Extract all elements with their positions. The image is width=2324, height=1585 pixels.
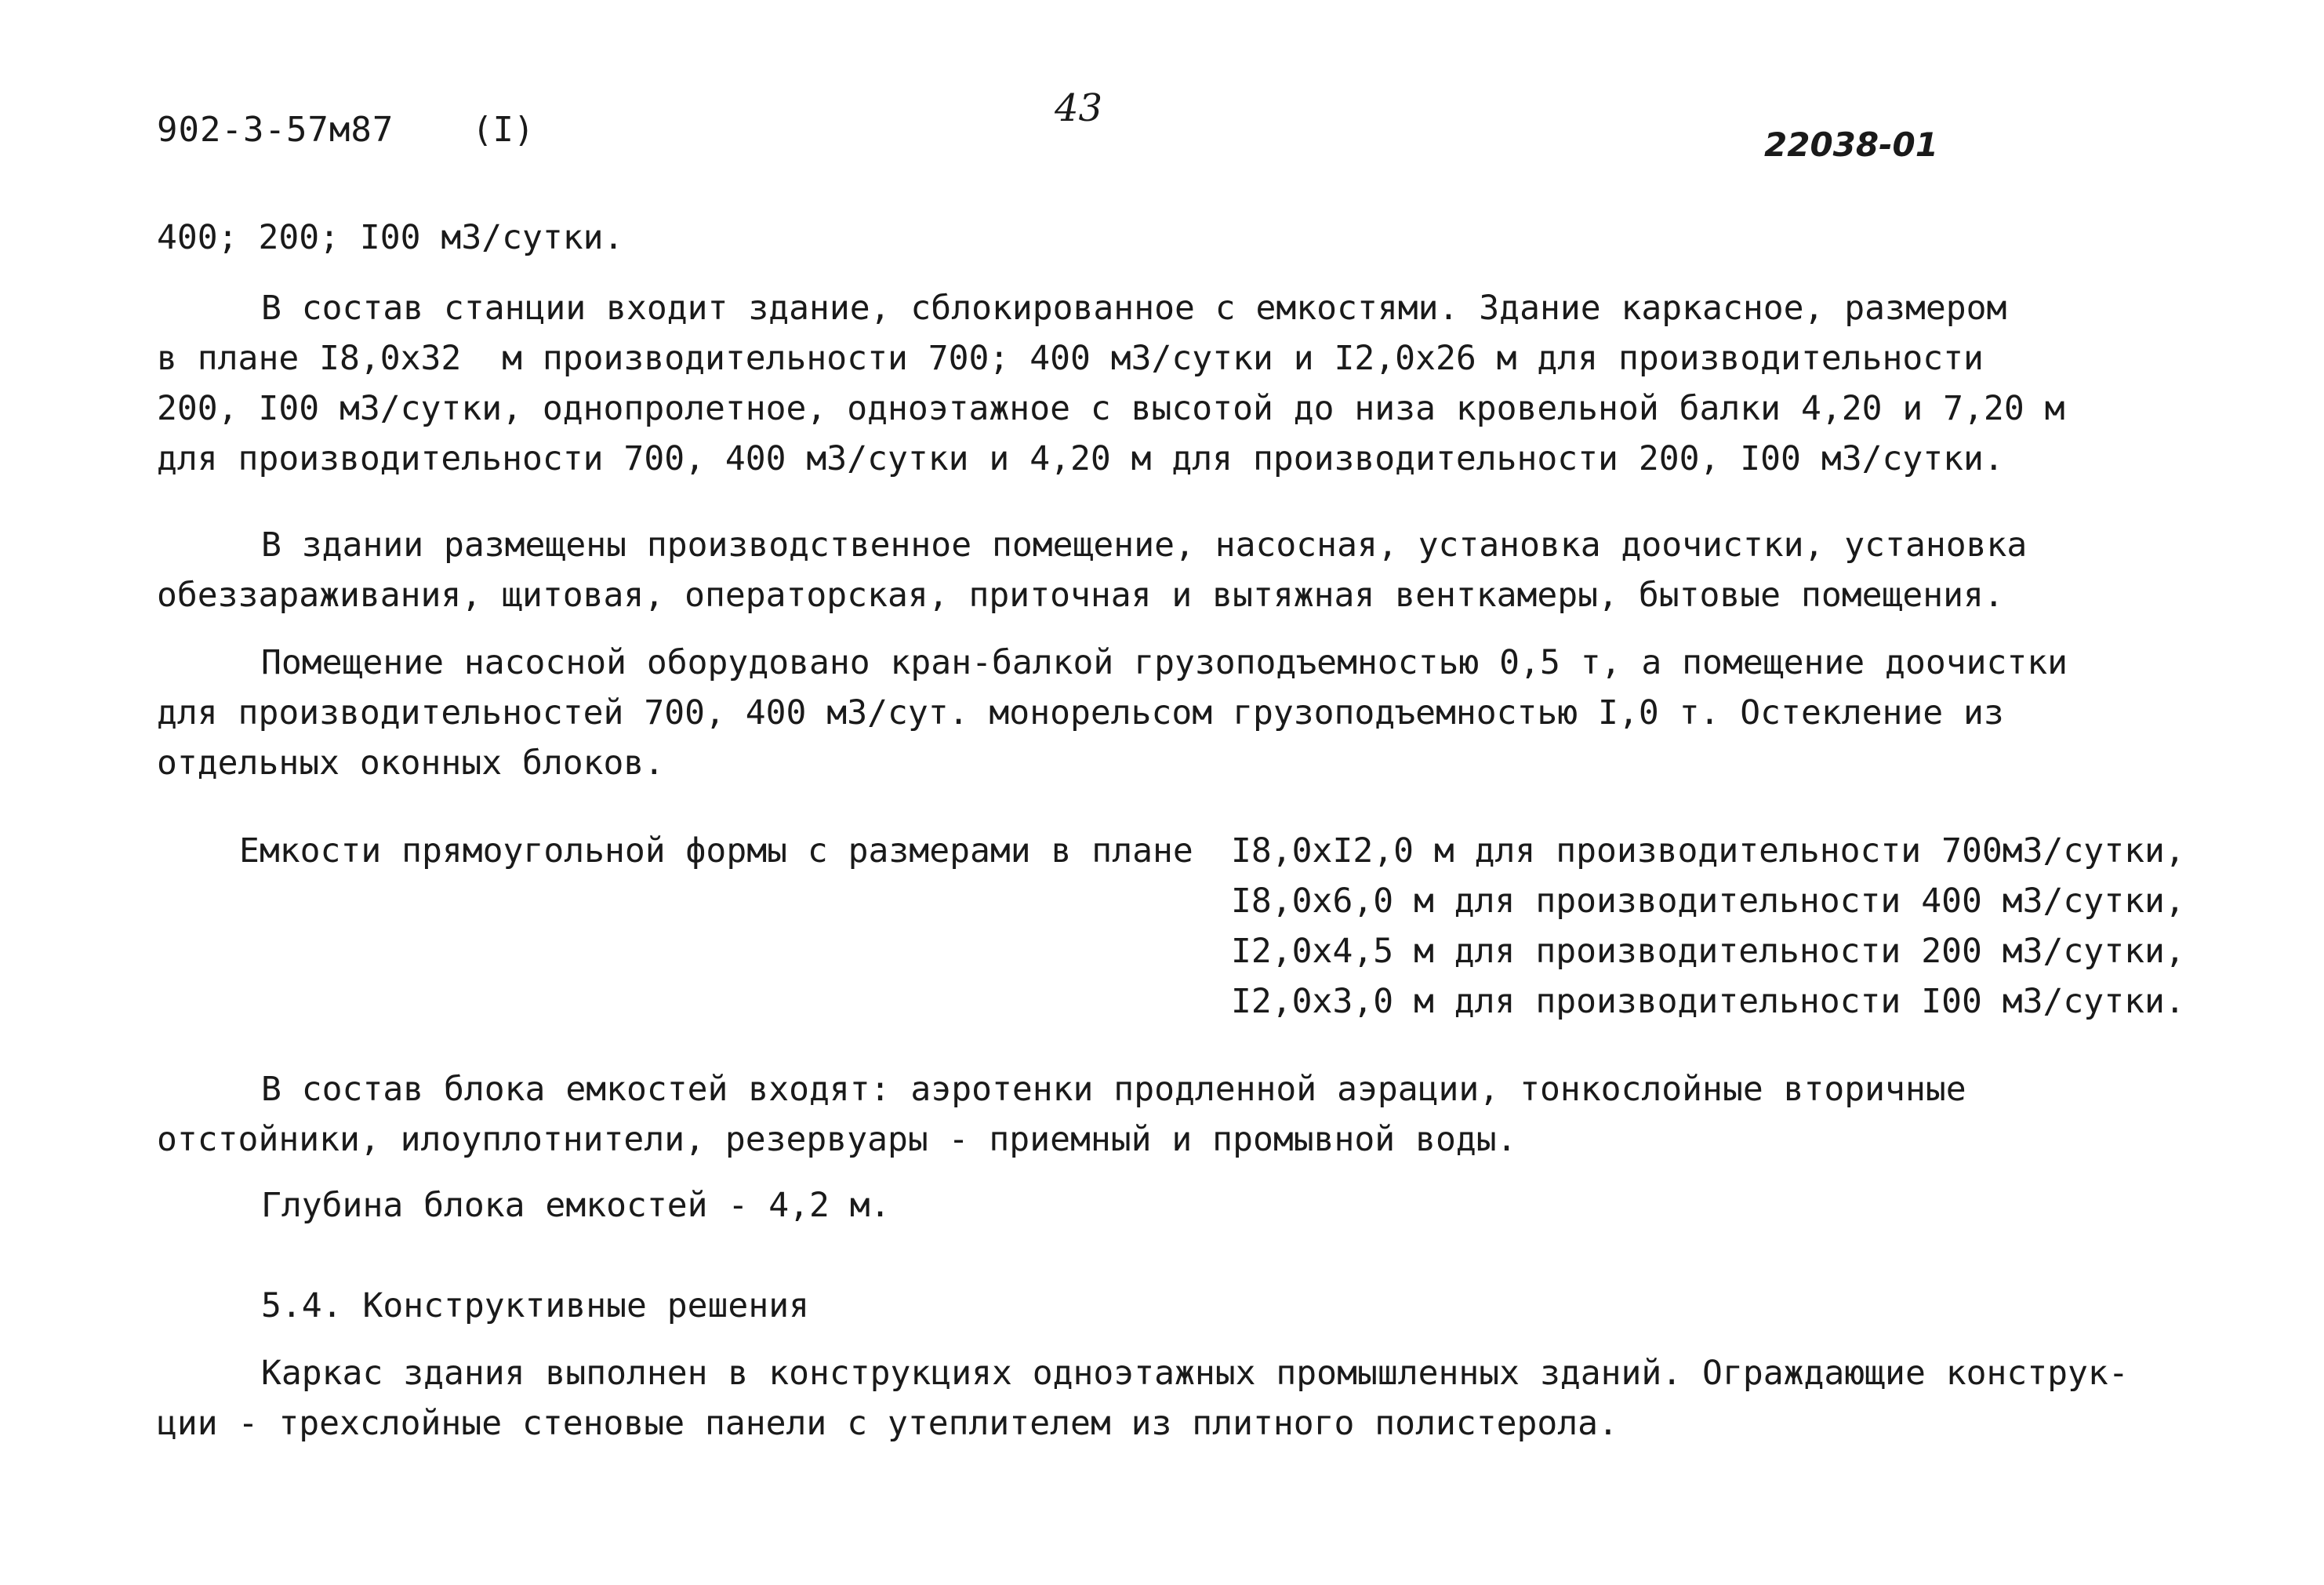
paragraph-line: 200, I00 м3/сутки, однопролетное, одноэтажное с высотой до низа кровельной балки 4,20 и 7,20 м bbox=[157, 389, 2065, 428]
paragraph-line: Каркас здания выполнен в конструкциях одноэтажных промышленных зданий. Ограждающие конструк- bbox=[261, 1354, 2129, 1393]
paragraph-line: ции - трехслойные стеновые панели с утеплителем из плитного полистерола. bbox=[157, 1404, 1618, 1443]
paragraph-line: для производительностей 700, 400 м3/сут. монорельсом грузоподъемностью I,0 т. Остекление из bbox=[157, 693, 2004, 733]
page-number: 43 bbox=[1055, 86, 1103, 130]
paragraph-line: отстойники, илоуплотнители, резервуары - приемный и промывной воды. bbox=[157, 1120, 1517, 1159]
paragraph-line: для производительности 700, 400 м3/сутки и 4,20 м для производительности 200, I00 м3/сутки. bbox=[157, 439, 2004, 478]
paragraph-line: В состав станции входит здание, сблокированное с емкостями. Здание каркасное, размером bbox=[261, 289, 2007, 328]
paragraph-line: В здании размещены производственное помещение, насосная, установка доочистки, установка bbox=[261, 525, 2028, 565]
paragraph-line: В состав блока емкостей входят: аэротенки продленной аэрации, тонкослойные вторичные bbox=[261, 1070, 1966, 1109]
section-heading: 5.4. Конструктивные решения bbox=[261, 1286, 809, 1325]
tanks-intro: Емкости прямоугольной формы с размерами в плане bbox=[239, 831, 1193, 871]
tank-size-line: I2,0х4,5 м для производительности 200 м3/сутки, bbox=[1231, 932, 2185, 971]
document-code: 902-3-57м87 bbox=[157, 110, 394, 150]
paragraph-line: Помещение насосной оборудовано кран-балкой грузоподъемностью 0,5 т, а помещение доочистки bbox=[261, 643, 2068, 682]
tank-size-line: I8,0хI2,0 м для производительности 700м3/сутки, bbox=[1231, 831, 2185, 871]
document-part: (I) bbox=[472, 110, 535, 150]
text-line: 400; 200; I00 м3/сутки. bbox=[157, 218, 624, 257]
paragraph-line: в плане I8,0х32 м производительности 700; 400 м3/сутки и I2,0х26 м для производительности bbox=[157, 339, 1984, 378]
paragraph-line: обеззараживания, щитовая, операторская, приточная и вытяжная венткамеры, бытовые помещения. bbox=[157, 576, 2004, 615]
paragraph-line: отдельных оконных блоков. bbox=[157, 743, 665, 783]
tank-size-line: I2,0х3,0 м для производительности I00 м3/сутки. bbox=[1231, 982, 2185, 1021]
tank-size-line: I8,0х6,0 м для производительности 400 м3/сутки, bbox=[1231, 882, 2185, 921]
paragraph-line: Глубина блока емкостей - 4,2 м. bbox=[261, 1186, 891, 1225]
document-id: 22038-01 bbox=[1764, 125, 1938, 164]
